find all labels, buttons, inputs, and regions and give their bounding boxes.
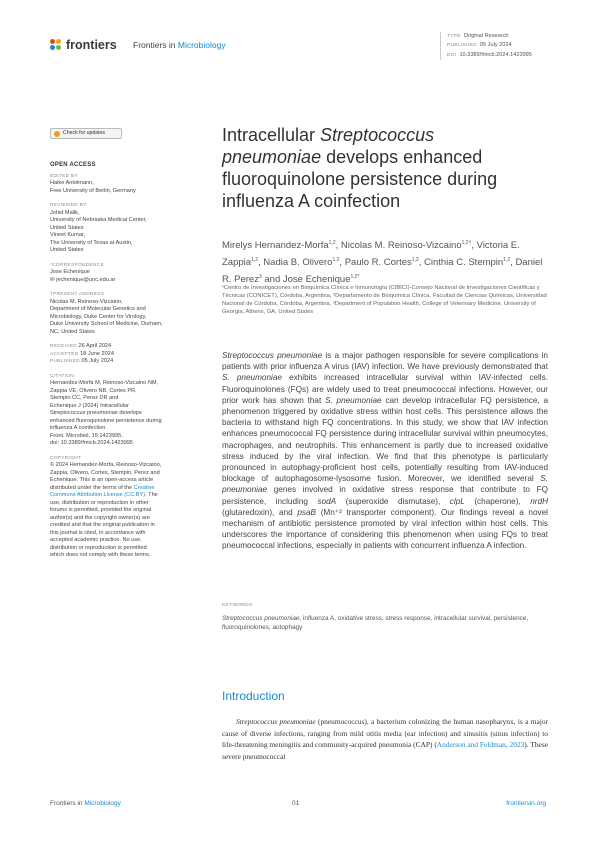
check-for-updates-button[interactable]: Check for updates bbox=[50, 128, 122, 139]
correspondence-label: *CORRESPONDENCE bbox=[50, 262, 105, 268]
author-affiliation-marker: 1,2 bbox=[328, 240, 336, 246]
author-affiliation-marker: 1,2 bbox=[332, 257, 340, 264]
author-name[interactable]: Daniel R. Perez bbox=[222, 257, 543, 286]
check-updates-icon bbox=[54, 131, 60, 137]
author-separator: , bbox=[418, 257, 424, 269]
abstract-segment: exhibits increased intracellular survival within IAV-infected cells. Fluoroquinolones (FQs) are widely used to treat pneumococcal infections. However, our prior work has shown that bbox=[222, 373, 548, 405]
author-affiliation-marker: 1,2† bbox=[461, 240, 472, 246]
footer-journal[interactable]: Frontiers in Microbiology bbox=[50, 800, 121, 807]
author-list bbox=[222, 236, 552, 287]
author-name[interactable]: Mirelys Hernandez-Morfa bbox=[222, 240, 329, 252]
author-name[interactable]: Victoria E. Zappia bbox=[222, 240, 520, 269]
cc-by-link[interactable]: Creative Commons Attribution License (CC BY) bbox=[50, 484, 155, 498]
edited-by: Haike Antelmann, Free University of Berlin, Germany bbox=[50, 180, 136, 194]
author-separator: , bbox=[258, 257, 264, 269]
author-name[interactable]: Nadia B. Olivero bbox=[263, 257, 333, 269]
published-date: 05 July 2024 bbox=[479, 42, 512, 49]
article-title: Intracellular Streptococcus pneumoniae develops enhanced fluoroquinolone persistence during influenza A coinfection bbox=[222, 125, 498, 211]
frontiers-logo[interactable] bbox=[50, 38, 117, 52]
article-type: Original Research bbox=[463, 33, 509, 39]
copyright: © 2024 Hernandez-Morfa, Reinoso-Vizcaino, Zappia, Olivero, Cortes, Stempin, Perez and Echenique. This is an open-access article distributed under the terms of the Creative Commons Attribution License (CC BY). The use, distribution or reproduction in other forums is permitted, provided the original author(s) and the copyright owner(s) are credited and that the original publication in this journal is cited, in accordance with accepted academic practice. No use, distribution or reproduction is permitted which does not comply with these terms. bbox=[50, 462, 162, 558]
keywords-label: KEYWORDS bbox=[222, 603, 253, 608]
author-separator: , bbox=[471, 240, 477, 252]
accepted-date: 18 June 2024 bbox=[80, 350, 114, 357]
affiliations: ¹Centro de Investigaciones en Bioquímica Clínica e Inmunología (CIBICI)-Consejo Nacional de Investigaciones Científicas y Técnicas (CONICET), Córdoba, Argentina, ²Departamento de Bioquímica Clínica, Facultad de Ciencias Químicas, Universidad Nacional de Córdoba, Córdoba, Argentina, ³Department of Population Health, College of Veterinary Medicine, University of Georgia, Athens, GA, United States bbox=[222, 285, 547, 315]
journal-name[interactable]: Frontiers in Microbiology bbox=[133, 40, 226, 50]
introduction-heading: Introduction bbox=[222, 689, 285, 703]
abstract-segment: (glutaredoxin), and bbox=[222, 507, 298, 517]
edited-by-label: EDITED BY bbox=[50, 173, 79, 179]
author-name[interactable]: Paulo R. Cortes bbox=[344, 257, 412, 269]
doi[interactable]: 10.3389/fmicb.2024.1423995 bbox=[459, 51, 532, 58]
logo-text: frontiers bbox=[66, 38, 117, 52]
abstract-segment: (chaperone), bbox=[464, 496, 531, 506]
abstract-segment: nrdH bbox=[530, 496, 548, 506]
abstract-segment: can develop intracellular FQ persistence, a phenomenon triggered by oxidative stress within host cells. This persistence allows the bacteria to withstand high FQ concentrations. In this study, we show that IAV infection enhances pneumococcal FQ persistence during intracellular survival within pneumocytes, macrophages, and neutrophils. This enhancement is partly due to increased oxidative stress induced by the viral infection. We find that this phenotype is particularly pronounced in autophagy-proficient host cells, potentially resulting from IAV-induced blockage of autophagosome-lysosome fusion. Moreover, we identified several bbox=[222, 395, 548, 484]
abstract-segment: is a major pathogen responsible for severe complications in patients with prior influenza A virus (IAV) infection. We have previously demonstrated that bbox=[222, 351, 548, 372]
author-name[interactable]: Nicolas M. Reinoso-Vizcaino bbox=[340, 240, 462, 252]
reference-link[interactable]: Anderson and Feldman, 2023 bbox=[436, 740, 525, 750]
abstract bbox=[222, 350, 548, 552]
sidebar bbox=[50, 128, 188, 560]
page-number: 01 bbox=[292, 800, 300, 807]
abstract-segment: Streptococcus pneumoniae bbox=[222, 351, 323, 360]
reviewed-by: Johid Malik, University of Nebraska Medical Center, United States Vineet Kumar, The University of Texas at Austin, United States bbox=[50, 209, 147, 253]
abstract-segment: sodA bbox=[317, 496, 337, 506]
article-meta: TYPE Original Research PUBLISHED 05 July 2024 DOI 10.3389/fmicb.2024.1423995 bbox=[440, 32, 532, 60]
footer-website-link[interactable]: frontiersin.org bbox=[506, 800, 546, 807]
author-separator: and bbox=[261, 274, 283, 286]
page-header bbox=[50, 34, 550, 58]
author-affiliation-marker: 3 bbox=[258, 274, 262, 281]
open-access-label: OPEN ACCESS bbox=[50, 162, 96, 168]
received-date: 26 April 2024 bbox=[78, 343, 112, 349]
copyright-label: COPYRIGHT bbox=[50, 455, 82, 461]
citation: Hernandez-Morfa M, Reinoso-Vizcaino NM, Zappia VE, Olivero NB, Cortes PR, Stempin CC, Perez DR and Echenique J (2024) Intracellular Streptococcus pneumoniae develops enhanced fluoroquinolone persistence during influenza A coinfection. Front. Microbiol. 15:1423995. doi: 10.3389/fmicb.2024.1423995 bbox=[50, 380, 162, 446]
author-name[interactable]: Cinthia C. Stempin bbox=[424, 257, 504, 269]
keywords: Streptococcus pneumoniae, influenza A, oxidative stress, stress response, intracellular survival, persistence, fluoroquinolones, autophagy bbox=[222, 615, 529, 631]
abstract-segment: S. pneumoniae bbox=[222, 373, 282, 383]
abstract-segment: genes involved in oxidative stress response that contribute to FQ persistence, including bbox=[222, 485, 548, 506]
introduction-text: Streptococcus pneumoniae (pneumococcus), a bacterium colonizing the human nasopharynx, is a major cause of diverse infections, ranging from mild otitis media (ear infection) and sinusitis (sinus infection) to life-threatening meningitis and community-acquired pneumonia (CAP) (Anderson and Feldman, 2023). These severe pneumococcal bbox=[222, 717, 548, 762]
dates: RECEIVED 26 April 2024 ACCEPTED 18 June 2024 PUBLISHED 05 July 2024 bbox=[50, 343, 114, 364]
correspondence[interactable]: Jose Echenique ✉ jechenique@unc.edu.ar bbox=[50, 269, 116, 283]
abstract-segment: (Mn⁺² transporter component). Our findings reveal a novel mechanism of antibiotic persistence promoted by viral infection within host cells. This underscores the importance of considering this phenomenon when using FQs to treat pneumococcal infections, especially in patients with concurrent influenza A infection. bbox=[222, 507, 548, 551]
author-separator: , bbox=[510, 257, 516, 269]
abstract-segment: S. pneumoniae bbox=[222, 474, 548, 495]
abstract-segment: clpL bbox=[449, 496, 465, 506]
abstract-segment: (superoxide dismutase), bbox=[336, 496, 450, 506]
present-address-label: †PRESENT ADDRESS bbox=[50, 292, 105, 297]
author-affiliation-marker: 1,2 bbox=[251, 257, 259, 264]
abstract-segment: psaB bbox=[297, 507, 317, 517]
author-affiliation-marker: 1,2 bbox=[411, 257, 419, 264]
present-address: Nicolas M. Reinoso-Vizcaino, Department of Molecular Genetics and Microbiology, Duke Center for Virology, Duke University School of Medicine, Durham, NC, United States bbox=[50, 298, 163, 335]
abstract-segment: S. pneumoniae bbox=[325, 395, 382, 405]
published-date-sidebar: 05 July 2024 bbox=[81, 358, 114, 364]
author-separator: , bbox=[339, 257, 345, 269]
frontiers-logo-icon bbox=[50, 39, 63, 52]
author-separator: , bbox=[335, 240, 341, 252]
author-affiliation-marker: 1,2 bbox=[503, 257, 511, 264]
author-name[interactable]: Jose Echenique bbox=[282, 274, 351, 286]
reviewed-by-label: REVIEWED BY bbox=[50, 203, 87, 208]
author-affiliation-marker: 1,2* bbox=[350, 274, 360, 281]
citation-label: CITATION bbox=[50, 373, 75, 379]
